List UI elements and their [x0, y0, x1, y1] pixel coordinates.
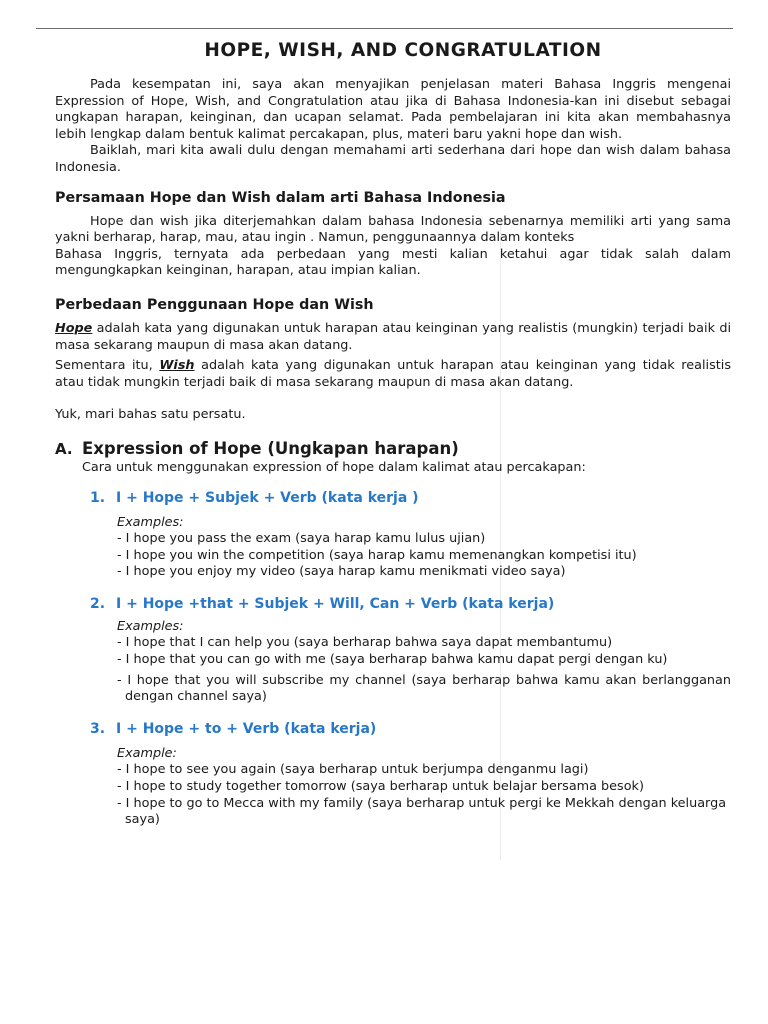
wish-definition-text: adalah kata yang digunakan untuk harapan atau keinginan yang tidak realistis atau tidak mungkin terjadi baik di masa sekarang maupun di masa akan datang. — [55, 358, 731, 390]
rule-3-number: 3. — [90, 720, 106, 737]
list-item: - I hope to go to Mecca with my family (saya berharap untuk pergi ke Mekkah dengan keluarga saya) — [117, 795, 727, 828]
section-a-heading — [55, 439, 731, 458]
persamaan-paragraph-2: Bahasa Inggris, ternyata ada perbedaan yang mesti kalian ketahui agar tidak salah dalam mengungkapkan keinginan, harapan, atau impian kalian. — [55, 246, 731, 279]
rule-2-number: 2. — [90, 595, 106, 612]
wish-intro: Sementara itu, — [55, 358, 160, 374]
rule-1 — [55, 490, 731, 581]
rule-3-heading — [90, 721, 731, 737]
wish-definition — [55, 358, 731, 391]
section-a-letter: A. — [55, 439, 73, 458]
heading-perbedaan: Perbedaan Penggunaan Hope dan Wish — [55, 296, 374, 313]
list-item: - I hope that you will subscribe my channel (saya berharap bahwa kamu akan berlangganan dengan channel saya) — [117, 672, 731, 705]
persamaan-paragraph-1: Hope dan wish jika diterjemahkan dalam bahasa Indonesia sebenarnya memiliki arti yang sama yakni berharap, harap, mau, atau ingin . Namun, penggunaannya dalam konteks — [55, 213, 731, 246]
rule-3-examples — [117, 746, 731, 829]
list-item: - I hope that I can help you (saya berharap bahwa saya dapat membantumu) — [117, 635, 613, 651]
rule-1-heading — [90, 490, 731, 506]
list-item: - I hope you pass the exam (saya harap kamu lulus ujian) — [117, 531, 486, 547]
section-a-intro: Cara untuk menggunakan expression of hope dalam kalimat atau percakapan: — [82, 459, 586, 475]
rule-2-formula: I + Hope +that + Subjek + Will, Can + Verb (kata kerja) — [116, 595, 555, 612]
list-item: - I hope you win the competition (saya harap kamu memenangkan kompetisi itu) — [117, 547, 637, 563]
heading-persamaan: Persamaan Hope dan Wish dalam arti Bahasa Indonesia — [55, 189, 506, 206]
rule-2 — [55, 596, 731, 706]
rule-3 — [55, 721, 731, 829]
intro-paragraph-2: Baiklah, mari kita awali dulu dengan memahami arti sederhana dari hope dan wish dalam bahasa Indonesia. — [55, 143, 731, 175]
transition-line: Yuk, mari bahas satu persatu. — [55, 407, 246, 423]
hope-definition-text: adalah kata yang digunakan untuk harapan atau keinginan yang realistis (mungkin) terjadi baik di masa sekarang maupun di masa akan datang. — [55, 320, 731, 353]
list-item: - I hope to study together tomorrow (saya berharap untuk belajar bersama besok) — [117, 779, 644, 795]
rule-3-formula: I + Hope + to + Verb (kata kerja) — [116, 720, 377, 737]
rule-1-formula: I + Hope + Subjek + Verb (kata kerja ) — [116, 489, 419, 506]
intro-paragraph-1: Pada kesempatan ini, saya akan menyajikan penjelasan materi Bahasa Inggris mengenai Expression of Hope, Wish, and Congratulation atau jika di Bahasa Indonesia-kan ini disebut sebagai ungkapan harapan, keinginan, dan ucapan selamat. Pada pembelajaran ini kita akan membahasnya lebih lengkap dalam bentuk kalimat percakapan, plus, materi baru yakni hope dan wish. — [55, 77, 731, 142]
rule-2-examples-label: Examples: — [117, 618, 184, 634]
hope-term: Hope — [55, 320, 93, 336]
list-item: - I hope you enjoy my video (saya harap kamu menikmati video saya) — [117, 564, 566, 580]
rule-2-heading — [90, 596, 731, 612]
list-item: - I hope that you can go with me (saya berharap bahwa kamu dapat pergi dengan ku) — [117, 652, 668, 668]
wish-term: Wish — [159, 358, 195, 374]
top-rule — [36, 28, 733, 29]
rule-2-examples — [117, 619, 731, 706]
document-title: HOPE, WISH, AND CONGRATULATION — [204, 40, 602, 61]
rule-1-examples-label: Examples: — [117, 514, 184, 530]
hope-definition — [55, 321, 731, 354]
rule-3-examples-label: Example: — [117, 745, 177, 761]
section-a-title: Expression of Hope (Ungkapan harapan) — [82, 438, 459, 458]
document-page — [55, 40, 731, 829]
rule-1-examples — [117, 515, 731, 581]
list-item: - I hope to see you again (saya berharap untuk berjumpa denganmu lagi) — [117, 762, 589, 778]
rule-1-number: 1. — [90, 489, 106, 506]
